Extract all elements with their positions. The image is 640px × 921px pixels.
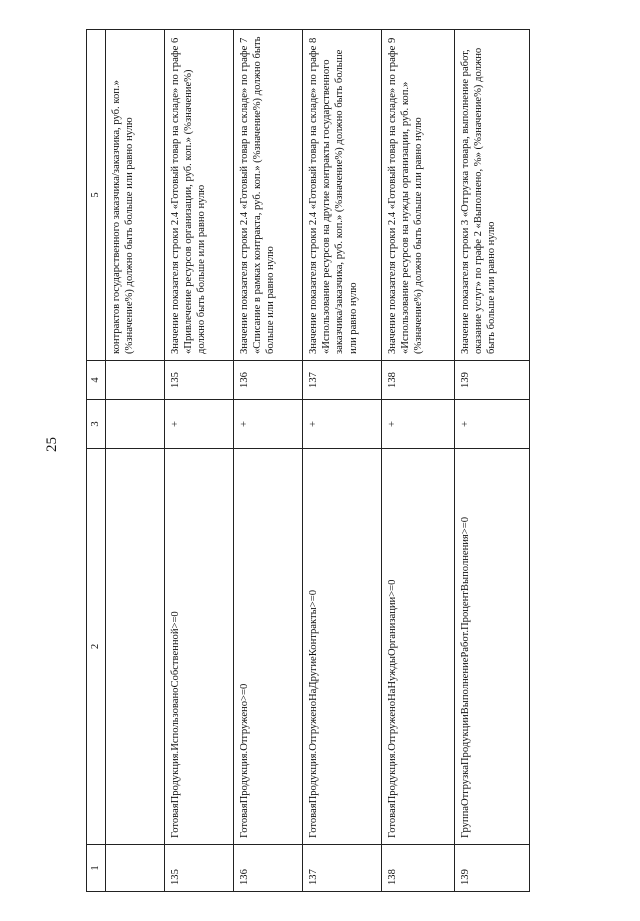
table-row-continuation: [106, 30, 165, 892]
cell-flag: [106, 400, 165, 449]
table-header-row: [87, 30, 106, 892]
cell-row-number: 135: [165, 845, 234, 892]
table-row: [234, 30, 303, 892]
page-number: 25: [44, 437, 60, 452]
cell-flag: +: [303, 400, 382, 449]
validation-rules-table: [86, 29, 530, 892]
cell-row-number: 139: [455, 845, 530, 892]
cell-row-number: 138: [382, 845, 455, 892]
rotated-table-container: [86, 30, 530, 892]
column-header-3: 3: [87, 400, 106, 449]
column-header-5: 5: [87, 30, 106, 361]
cell-description: контрактов государственного заказчика/заказчика, руб. коп.» (%значение%) должно быть больше или равно нулю: [106, 30, 165, 361]
cell-formula: ГруппаОтгрузкаПродукцииВыполнениеРабот.ПроцентВыполнения>=0: [455, 449, 530, 845]
cell-description: Значение показателя строки 2.4 «Готовый товар на складе» по графе 9 «Использование ресурсов на нужды организации, руб. коп.» (%значение%) должно быть больше или равно нулю: [382, 30, 455, 361]
cell-row-number: [106, 845, 165, 892]
cell-description: Значение показателя строки 2.4 «Готовый товар на складе» по графе 7 «Списание в рамках контракта, руб. коп.» (%значение%) должно быть больше или равно нулю: [234, 30, 303, 361]
cell-description: Значение показателя строки 3 «Отгрузка товара, выполнение работ, оказание услуг» по графе 2 «Выполнено, %» (%значение%) должно быть больше или равно нулю: [455, 30, 530, 361]
cell-code: 137: [303, 361, 382, 400]
column-header-2: 2: [87, 449, 106, 845]
cell-code: 138: [382, 361, 455, 400]
cell-flag: +: [234, 400, 303, 449]
table-row: [165, 30, 234, 892]
column-header-4: 4: [87, 361, 106, 400]
cell-description: Значение показателя строки 2.4 «Готовый товар на складе» по графе 6 «Привлечение ресурсов организации, руб. коп.» (%значение%) должно быть больше или равно нулю: [165, 30, 234, 361]
cell-code: [106, 361, 165, 400]
column-header-1: 1: [87, 845, 106, 892]
cell-code: 135: [165, 361, 234, 400]
table-row: [303, 30, 382, 892]
cell-row-number: 136: [234, 845, 303, 892]
cell-description: Значение показателя строки 2.4 «Готовый товар на складе» по графе 8 «Использование ресурсов на другие контракты государственного заказчика/заказчика, руб. коп.» (%значение%) должно быть больше или равно нулю: [303, 30, 382, 361]
table-row: [382, 30, 455, 892]
cell-flag: +: [455, 400, 530, 449]
cell-code: 136: [234, 361, 303, 400]
cell-flag: +: [382, 400, 455, 449]
cell-formula: ГотоваяПродукция.Отгружено>=0: [234, 449, 303, 845]
cell-flag: +: [165, 400, 234, 449]
cell-formula: ГотоваяПродукция.ОтгруженоНаДругиеКонтракты>=0: [303, 449, 382, 845]
cell-row-number: 137: [303, 845, 382, 892]
table-row: [455, 30, 530, 892]
cell-formula: ГотоваяПродукция.ОтгруженоНаНуждыОрганизации>=0: [382, 449, 455, 845]
cell-formula: ГотоваяПродукция.ИспользованоСобственной>=0: [165, 449, 234, 845]
cell-formula: [106, 449, 165, 845]
cell-code: 139: [455, 361, 530, 400]
